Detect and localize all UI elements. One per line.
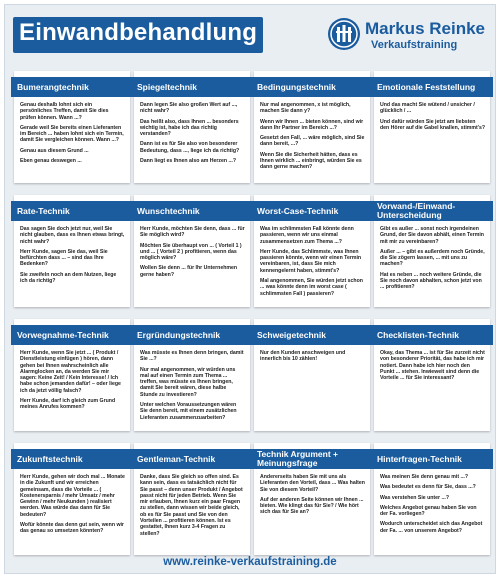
card-phrase: Genau aus diesem Grund ...: [20, 147, 89, 154]
technique-card: [14, 195, 130, 307]
card-phrase: Wenn wir Ihnen ... bieten können, sind wir dann Ihr Partner im Bereich ...?: [260, 118, 364, 131]
technique-card: [14, 443, 130, 555]
card-phrase: Hat es neben ... noch weitere Gründe, die Sie noch davon abhalten, schon jetzt von ... profitieren?: [380, 271, 482, 291]
card-phrase: Gesetzt den Fall, ... wäre möglich, sind Sie dann bereit, ...?: [260, 135, 365, 148]
card-title: Technik Argument + Meinungsfrage: [257, 449, 338, 468]
card-phrase: Herr Kunde, möchten Sie denn, dass ... für Sie möglich wird?: [140, 226, 245, 239]
card-title: Wunschtechnik: [137, 205, 200, 216]
technique-card: [254, 195, 370, 307]
card-title-banner: [131, 325, 253, 345]
card-title: Schweigetechnik: [257, 329, 326, 340]
card-title-banner: [251, 201, 373, 221]
card-phrase: Andererseits haben Sie mit uns als Lieferanten den Vorteil, dass ... Was halten Sie von diesem Vorteil?: [260, 474, 365, 493]
card-title: Ergründungstechnik: [137, 329, 221, 340]
technique-card: [374, 195, 490, 307]
card-title-banner: [371, 201, 493, 221]
card-title: Vorwegnahme-Technik: [17, 329, 109, 340]
technique-card: [134, 319, 250, 431]
technique-card: [254, 443, 370, 555]
card-title-banner: [11, 449, 133, 469]
card-title-banner: [11, 201, 133, 221]
card-phrase: Herr Kunde, darf ich gleich zum Grund meines Anrufes kommen?: [20, 398, 116, 411]
card-phrase: Möchten Sie überhaupt von ... ( Vorteil 1 ) und ... ( Vorteil 2 ) profitieren, wenn das möglich wäre?: [140, 242, 242, 262]
card-phrase: Gerade weil Sie bereits einen Lieferanten im Bereich ... haben lohnt sich ein Termin, damit Sie vergleichen können. Wann ...?: [20, 124, 124, 144]
card-body: [260, 226, 365, 304]
card-phrase: Was müsste es Ihnen denn bringen, damit Sie ...?: [140, 350, 244, 363]
card-phrase: Genau deshalb lohnt sich ein persönliches Treffen, damit Sie dies prüfen können. Wann ...?: [20, 102, 109, 121]
card-title: Checklisten-Technik: [377, 329, 460, 340]
card-phrase: Danke, dass Sie gleich so offen sind. Es kann sein, dass es tatsächlich nicht für Sie passt – denn unser Produkt / Angebot passt nicht für jeden Betrieb. Wenn Sie mir erlauben, Ihnen kurz ein paar Fragen zu stellen, dann wissen wir beide gleich, ob es für Sie passt und Sie von den Vorteilen ... profitieren können. Ist es gestattet, Ihnen kurz 3-4 Fragen zu stellen?: [140, 474, 243, 537]
technique-card: [374, 443, 490, 555]
card-phrase: Herr Kunde, wenn Sie jetzt ... ( Produkt / Dienstleistung einfügen ) hören, dann gehen bei Ihnen wahrscheinlich alle Alarmglocken an, da werden Sie mir sagen: Keine Zeit! / Kein Interesse! / Ich habe schon jemanden dafür! – oder liege ich da jetzt völlig falsch?: [20, 350, 121, 394]
technique-card: [374, 71, 490, 183]
card-phrase: Was verstehen Sie unter ...?: [380, 494, 449, 501]
card-body: [260, 350, 365, 428]
card-title-banner: [131, 77, 253, 97]
footer-url[interactable]: www.reinke-verkaufstraining.de: [163, 556, 337, 568]
card-phrase: Wenn Sie die Sicherheit hätten, dass es Ihnen wirklich ... einbringt, würden Sie es dann gerne machen?: [260, 151, 362, 171]
card-body: [380, 350, 485, 428]
card-title-banner: [251, 77, 373, 97]
technique-card: [134, 195, 250, 307]
card-title: Hinterfragen-Technik: [377, 453, 462, 464]
card-phrase: Unter welchen Voraussetzungen wären Sie denn bereit, mit einem zusätzlichen Lieferanten zusammenzuarbeiten?: [140, 402, 237, 421]
card-body: [20, 474, 125, 552]
card-title-banner: [251, 325, 373, 345]
card-body: [380, 102, 485, 180]
card-phrase: Was meinen Sie denn genau mit ...?: [380, 474, 469, 480]
technique-card: [134, 443, 250, 555]
card-phrase: Herr Kunde, gehen wir doch mal ... Monate in die Zukunft und wir erreichen gemeinsam, dass die Vorteile ... ( Kostenersparnis / mehr Umsatz / mehr Gewinn / mehr Neukunden ) realisiert werden. Was würde das dann für Sie bedeuten?: [20, 474, 125, 518]
card-phrase: Das sagen Sie doch jetzt nur, weil Sie nicht glauben, dass es Ihnen etwas bringt, nicht wahr?: [20, 226, 125, 245]
card-phrase: Nur mal angenommen, x ist möglich, machen Sie dann y?: [260, 102, 351, 115]
card-title-banner: [11, 325, 133, 345]
card-title: Spiegeltechnik: [137, 81, 197, 92]
card-title: Rate-Technik: [17, 205, 70, 216]
technique-card: [134, 71, 250, 183]
card-body: [380, 226, 485, 304]
card-body: [140, 226, 245, 304]
card-title: Gentleman-Technik: [137, 453, 216, 464]
technique-card: [374, 319, 490, 431]
card-body: [20, 350, 125, 428]
card-phrase: Auf der anderen Seite können wir Ihnen ... bieten. Wie klingt das für Sie? / Wie hört sich das für Sie an?: [260, 496, 364, 516]
card-title: Vorwand-/Einwand-Unterscheidung: [377, 201, 456, 220]
card-title-banner: [131, 201, 253, 221]
card-phrase: Nur mal angenommen, wir würden uns mal auf einen Termin zum Thema ... treffen, was müsste es Ihnen bringen, damit Sie bereit wären, diese halbe Stunde zu investieren?: [140, 366, 236, 398]
page-title: Einwandbehandlung: [19, 19, 258, 46]
card-title-banner: [371, 325, 493, 345]
technique-card: [14, 319, 130, 431]
card-body: [140, 474, 245, 552]
brand-name: Markus Reinke: [365, 19, 485, 38]
card-body: [260, 474, 365, 552]
card-phrase: Okay, das Thema ... ist für Sie zurzeit nicht von besonderer Priorität, das habe ich mir notiert. Dann habe ich hier noch den Punkt ... stehen. Inwieweit sind denn die Vorteile ... für Sie interessant?: [380, 350, 485, 382]
card-title-banner: [131, 449, 253, 469]
card-title-banner: [251, 449, 373, 469]
card-phrase: Eben genau deswegen ...: [20, 158, 82, 165]
card-title: Worst-Case-Technik: [257, 205, 339, 216]
card-phrase: Welches Angebot genau haben Sie von der Fa. vorliegen?: [380, 504, 477, 518]
card-title-banner: [371, 77, 493, 97]
card-title-banner: [11, 77, 133, 97]
card-body: [140, 350, 245, 428]
card-phrase: Und das macht Sie wütend / unsicher / glücklich / ...: [380, 102, 475, 115]
card-phrase: Wofür könnte das denn gut sein, wenn wir das genau so umsetzen könnten?: [20, 522, 124, 535]
card-phrase: Außer ... – gibt es außerdem noch Gründe, die Sie zögern lassen, ... mit uns zu machen?: [380, 248, 485, 268]
brand-logo-icon: [327, 17, 361, 51]
card-title: Bumerangtechnik: [17, 81, 89, 92]
card-title: Emotionale Feststellung: [377, 81, 476, 92]
card-title: Zukunftstechnik: [17, 453, 83, 464]
card-phrase: Herr Kunde, sagen Sie das, weil Sie befürchten dass ... – sind das Ihre Bedenken?: [20, 248, 108, 268]
card-title-banner: [371, 449, 493, 469]
card-phrase: Das heißt also, dass Ihnen ... besonders wichtig ist, habe ich das richtig verstanden?: [140, 118, 239, 138]
brand-subtitle: Verkaufstraining: [371, 39, 458, 51]
card-phrase: Sie zweifeln noch an dem Nutzen, liege ich da richtig?: [20, 271, 117, 285]
card-phrase: Dann liegt es Ihnen also am Herzen ...?: [140, 158, 236, 165]
technique-card: [254, 71, 370, 183]
card-phrase: Dann legen Sie also großen Wert auf ..., nicht wahr?: [140, 102, 238, 115]
card-body: [380, 474, 485, 552]
card-phrase: Herr Kunde, das Schlimmste, was Ihnen passieren könnte, wenn wir einen Termin vereinbaren, ist, dass Sie mich kennengelernt haben, stimmt's?: [260, 248, 362, 274]
card-body: [20, 102, 125, 180]
card-phrase: Was im schlimmsten Fall könnte denn passieren, wenn wir uns einmal zusammensetzen zum Thema ...?: [260, 226, 354, 245]
card-body: [140, 102, 245, 180]
card-body: [20, 226, 125, 304]
card-phrase: Wollen Sie denn ... für Ihr Unternehmen gerne haben?: [140, 265, 238, 278]
technique-card: [254, 319, 370, 431]
card-phrase: Dann ist es für Sie also von besonderer Bedeutung, dass ..., liege ich da richtig?: [140, 141, 240, 154]
card-title: Bedingungstechnik: [257, 81, 336, 92]
poster: [4, 4, 496, 574]
technique-card: [14, 71, 130, 183]
card-phrase: Und dafür würden Sie jetzt am liebsten den Hörer auf die Gabel knallen, stimmt's?: [380, 118, 485, 131]
card-body: [260, 102, 365, 180]
card-phrase: Was bedeutet es denn für Sie, dass ...?: [380, 484, 476, 491]
card-phrase: Wodurch unterscheidet sich das Angebot der Fa. ... von unserem Angebot?: [380, 521, 483, 534]
card-phrase: Nur den Kunden anschweigen und innerlich bis 10 zählen!: [260, 350, 346, 363]
card-phrase: Gibt es außer ... sonst noch irgendeinen Grund, der Sie davon abhält, einen Termin mit mir zu vereinbaren?: [380, 226, 484, 245]
card-phrase: Mal angenommen, Sie würden jetzt schon ... was könnte denn im worst case ( schlimmsten Fall ) passieren?: [260, 278, 363, 297]
